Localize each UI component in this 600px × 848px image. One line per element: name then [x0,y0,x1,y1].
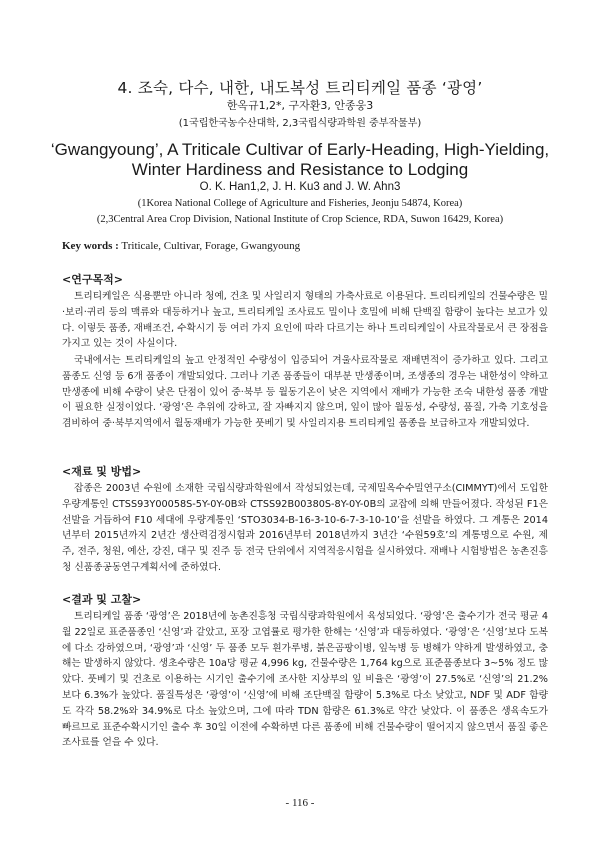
section-heading-methods: <재료 및 방법> [62,465,142,478]
affiliation-english-2: (2,3Central Area Crop Division, National Institute of Crop Science, RDA, Suwon 16429, Korea) [96,214,504,225]
paragraph-methods-1: 잡종은 2003년 수원에 소재한 국립식량과학원에서 작성되었는데, 국제밀옥수수밀연구소(CIMMYT)에서 도입한 우량계통인 CTSS93Y00058S-5Y-0Y-0B와 CTSS92B00380S-8Y-0Y-0B의 교잡에 의해 만들어졌다. 작성된 F1은 선발을 거듭하여 F10 세대에 우량계통인 ‘STO3034-B-16-3-10-6-7-3-10-10’을 선발을 하였다. 그 계통은 2014년부터 2015년까지 2년간 생산력검정시험과 2016년부터 2018년까지 3년간 ‘수원59호’의 계통명으로 수원, 제주, 전주, 청원, 예산, 강진, 대구 및 진주 등 전국 단위에서 지역적응시험을 실시하였다. 재배나 시험방법은 농촌진흥청 신품종공동연구계획서에 준하였다. [62,483,548,573]
page-number: - 116 - [285,797,315,809]
keywords-label: Key words : [62,240,119,252]
paper-title-english: ‘Gwangyoung’, A Triticale Cultivar of Early-Heading, High-Yielding, Winter Hardiness and Resistance to Lodging [50,140,550,179]
section-heading-purpose: <연구목적> [62,273,123,286]
authors-english: O. K. Han1,2, J. H. Ku3 and J. W. Ahn3 [199,181,401,193]
paragraph-purpose-2: 국내에서는 트리티케일의 높고 안정적인 수량성이 입증되어 겨울사료작물로 재배면적이 증가하고 있다. 그리고 품종도 신영 등 6개 품종이 개발되었다. 그러나 기존 품종들이 대부분 만생종이며, 조생종의 경우는 내한성이 약하고 만생종에 비해 수량이 낮은 단점이 있어 중·북부 등 월동기온이 낮은 지역에서 재배가 가능한 조숙 내한성 품종 개발이 필요한 실정이었다. ‘광영’은 추위에 강하고, 잘 자빠지지 않으며, 잎이 많아 월동성, 수량성, 품질, 가축 기호성을 겸비하여 중·북부지역에서 월동재배가 가능한 풋베기 및 사일리지용 트리티케일 품종을 보급하고자 개발되었다. [62,355,548,430]
section-heading-results: <결과 및 고찰> [62,593,142,606]
affiliation-korean: (1국립한국농수산대학, 2,3국립식량과학원 중부작물부) [178,118,422,129]
authors-korean: 한옥규1,2*, 구자환3, 안종웅3 [226,99,374,112]
paper-title-korean: 4. 조숙, 다수, 내한, 내도복성 트리티케일 품종 ‘광영’ [117,79,483,97]
paragraph-purpose-1: 트리티케일은 식용뿐만 아니라 청예, 건초 및 사일리지 형태의 가축사료로 이용된다. 트리티케일의 건물수량은 밀·보리·귀리 등의 맥류와 대등하거나 높고, 트리티케일 조사료도 밀이나 호밀에 비해 단백질 함량이 높다는 보고가 있다. 이렇듯 품종, 재배조건, 수확시기 등 여러 가지 요인에 따라 다르기는 하나 트리티케일이 사료작물로서 큰 장점을 가지고 있는 것이 사실이다. [62,291,548,350]
keywords-text: Triticale, Cultivar, Forage, Gwangyoung [121,240,301,252]
paragraph-results-1: 트리티케일 품종 ‘광영’은 2018년에 농촌진흥청 국립식량과학원에서 육성되었다. ‘광영’은 출수기가 전국 평균 4월 22일로 표준품종인 ‘신영’과 같았고, 포장 고엽률로 평가한 한해는 ‘신영’과 대등하였다. ‘광영’은 ‘신영’보다 도복에 다소 강하였으며, ‘광영’과 ‘신영’ 두 품종 모두 흰가루병, 붉은곰팡이병, 잎녹병 등 병해가 약하게 발생하였고, 충해는 발생하지 않았다. 생초수량은 10a당 평균 4,996 kg, 건물수량은 1,764 kg으로 표준품종보다 3~5% 정도 많았다. 풋베기 및 건초로 이용하는 시기인 출수기에 조사한 지상부의 잎 비율은 ‘광영’이 27.5%로 ‘신영’의 21.2% 보다 6.3%가 높았다. 품질특성은 ‘광영’이 ‘신영’에 비해 조단백질 함량이 5.3%로 다소 낮았고, NDF 및 ADF 함량도 각각 58.2%와 34.9%로 다소 높았으며, 그에 따라 TDN 함량은 61.3%로 약간 낮았다. 이 품종은 생육속도가 빠르므로 표준수확시기인 출수 후 30일 이전에 수확하면 다른 품종에 비해 건물수량이 떨어지지 않으면서 품질 좋은 조사료를 얻을 수 있다. [62,611,548,749]
affiliation-english-1: (1Korea National College of Agriculture and Fisheries, Jeonju 54874, Korea) [137,198,463,209]
keywords-line [62,240,300,252]
